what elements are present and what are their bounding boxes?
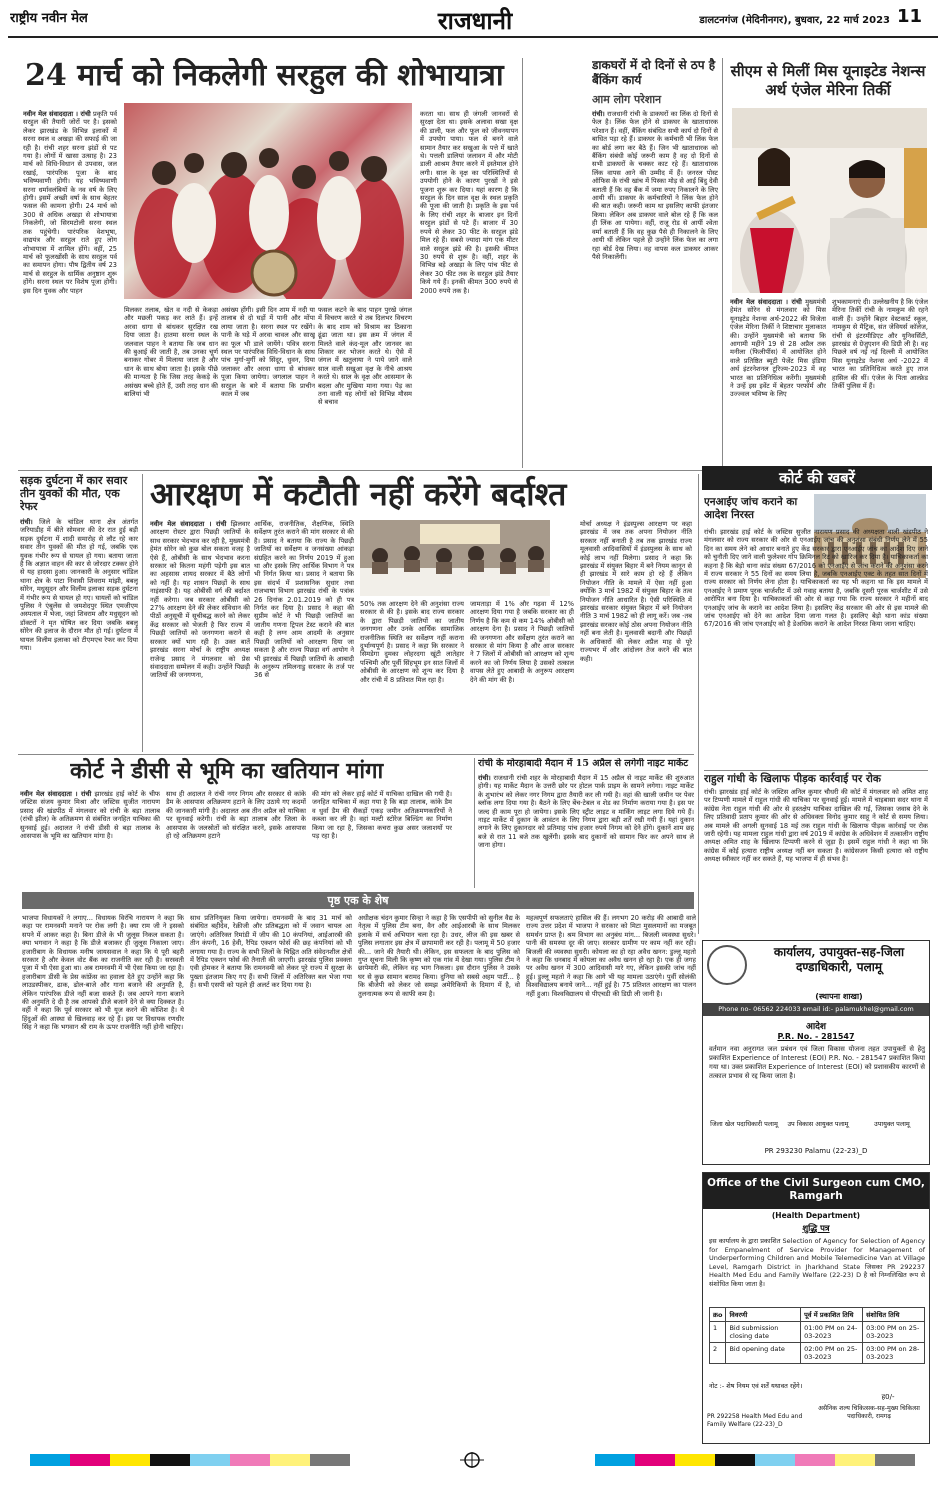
cm-meeting-photo	[732, 108, 927, 293]
table-row: 1 Bid submission closing date 01:00 PM on 24-03-2023 03:00 PM on 25-03-2023	[710, 1322, 925, 1343]
ad2-subtitle: (Health Department)	[771, 1211, 861, 1220]
story1-column-3: असंख्य होंगी। इसी दिन शाम में नदी या तालाब से दो घड़ों में पानी और मोंपा लाया जाता है। सरना स्थल पर रखेंगे। पानी के घड़े में अरवा चावल और साखू का फूल भी डाले जायेंगे। पवित्र सरना स्थल पर पारंपरिक विधि-विधान के साथ पांच मुर्गा-मुर्गी को सिंदूर, धुवन, दिया जलाकर और अरवा धागा से बांधकर पूजा किया जायेगा। जगलाल पाहन ने सरहुल के बारे में बताया कि प्राचीन काल में जब	[221, 306, 315, 399]
ad2-note: नोट :- शेष नियम एवं शर्तें यथावत रहेंगे।	[709, 1382, 803, 1390]
government-emblem-icon	[707, 945, 747, 985]
palamu-office-notice	[702, 940, 930, 1165]
ad1-ref: P.R. No. - 281547	[777, 1032, 855, 1041]
newspaper-name: राष्ट्रीय नवीन मेल	[10, 11, 88, 26]
story1-column-2: मिलकर तलाब, खेत व नदी से केकड़ा और मछली पकड़ कर लाते हैं। इन्हें अरवा धागा से बांधकर सुरक्षित रख दिया जाता है। हातमा सरना स्थल के जलवाल पाहन ने बताया कि जब धान की बुआई की जाती है, तब उनका चूर्ण बनाकर गोबर में मिलाया जाता है और धान के साथ बोया जाता है। इसके पीछे की मान्यता है कि जिस तरह केकड़े के असंख्य बच्चे होते हैं, उसी तरह धान की बालियां भी	[124, 306, 218, 399]
continued-column-4: महत्वपूर्ण सफलताएं हासिल की हैं। लगभग 20 करोड़ की आबादी वाले राज्य उत्तर प्रदेश में भाजपा ने सरकार को मिटा मुसलमानों का मजबूत समर्थन प्राप्त है। श्रम विभाग का अनुबंध मांग... बिजली व्यवस्था सुधरे। पानी की समस्या दूर की जाए। सरकार ग्रामीण पर काम नहीं कर रही। बिजली की व्यवस्था सुधरी। कोयला का हो रहा अवैध खनन: डुल्लू महतो ने कहा कि धनबाद में कोयला का अवैध खनन हो रहा है। एक ही जगह पर अवैध खनन में 300 आदिवासी मारे गए, लेकिन इसकी जांच नहीं हुई। डुल्लू महतो ने कहा कि आगे भी यह मामला उठाएंगे। पुर्वी सोलंकी विश्वविद्यालय बनाये जाने... नहीं हुई है। 75 प्रतिशत आरक्षण का पालन नहीं हुआ। विश्वविद्यालय से पीएचडी की डिग्री ली जानी है।	[526, 914, 696, 998]
continued-column-2: साथ प्रतिनियुक्त किया जायेगा। रामनवमी के बाद 31 मार्च को संबंधित बहीदेव, रेक्रीजी और प्रतिबद्धता को में जवान चायल आ जाएंगे। अतिरिक्त रिमांडी में जीप की 10 कंपनियां, आईआरबी की तीन कंपनी, 16 हेवी, रैपिड एक्शन फोर्स की छह कंपनियां को भी लगाया गया है। राज्य के सभी जिलों के चिह्नित अति संवेदनशील क्षेत्रों में रैपिड एक्शन फोर्स की तैनाती की जाएगी। झारखंड पुलिस प्रवक्ता एवी होमकर ने बताया कि रामनवमी को लेकर पूरे राज्य में सुरक्षा के पुख्ता इंतजाम किए गए हैं। सभी जिलों में अतिरिक्त बल भेजा गया है। सभी एसपी को पहले ही अलर्ट कर दिया गया है।	[190, 914, 352, 990]
story2-subhead: आम लोग परेशान	[592, 93, 662, 106]
continued-column-1: भाजपा विधायकों ने लगाए... विधायक विरंचि नारायण ने कहा कि कहा पर रामनवमी मनाने पर रोक लगी है। क्या राम जी ने इसको सपने में आकर कहा है। बिना डीजे के भी जुलूस निकल सकता है। क्या भगवान ने कहा है कि डीजे बजाकर ही जुलूस निकाला जाए। हजारीबाग के विधायक मनीष जायसवाल ने कहा कि ये पूरी बहरी सरकार है और केवल वोट बैंक का राजनीति कर रही है। सरस्वती पूजा में भी ऐसा हुआ था। अब रामनवमी में भी ऐसा किया जा रहा है। हजारीबाग डीसी के प्रेस कांफ्रेंस का हवाला देते हुए उन्होंने कहा कि लाउडस्पीकर, ढाक, ढोल-बाजे और गाना बजाने की अनुमति है, लेकिन पारंपरिक डीजे नहीं बजा सकते हैं। जब आपने गाना बजाने की अनुमति दे दी है तब आपको डीजे बजाने देने से क्या दिक्कत है। वहीं ने कहा कि पूर्व सरकार को भी यूज करने की कोशिश है। ये हिंदुओं की आस्था से खिलवाड़ कर रहे हैं। इस पर विधायक रणधीर सिंह ने कहा कि भगवान श्री राम के ऊपर राजनीति नहीं होनी चाहिए।	[22, 914, 184, 1032]
table-header: क्रo	[710, 1308, 726, 1322]
section-title: राजधानी	[437, 6, 513, 35]
ad1-sign-mid: उप विकास आयुक्त पलामू	[787, 1120, 849, 1128]
ad1-body: वर्तमान नवा अनुरागत जल प्रबंधन एवं जिला विकास योजना तहत उपायुक्तों से हेतु प्रकाशित Experience of Interest (EOI) P.R. No. - 281547 प्रकाशित किया गया था। उक्त प्रकाशित Experience of Interest (EOI) को प्रशासकीय कारणों से तत्काल प्रभाव से रद्द किया जाता है।	[709, 1045, 925, 1080]
ad2-signature: ह0/-	[881, 1393, 895, 1401]
story5-column-5: मोर्चा अध्यक्ष ने इंडस्पुल्स आरक्षण पर कहा झारखंड में जब तक अपना नियोजन नीति सरकार नहीं बनाती है तब तक झारखंड राज्य मूलवासी आदिवासियों में इंडस्पुलस के साथ को कोई लाभ नहीं मिलेगा। प्रसाद ने कहा कि झारखंड में संयुक्त बिहार में बने नियम कानून से ही झारखंड में सारे काम हो रहे हैं लेकिन नियोजन नीति के मामले में ऐसा नहीं हुआ क्योंकि 3 मार्च 1982 में संयुक्त बिहार के तत्व नियोजन नीति आधारित है। ऐसी परिस्थिति में झारखंड सरकार संयुक्त बिहार में बने नियोजन नीति 3 मार्च 1982 को ही लागू करें। जब -तब झारखंड सरकार कोई ठोस अपना नियोजन नीति नहीं बना लेती है। मुलवासी बदानी और पिछड़ों के अधिकारों की लेकर अप्रैल माह से पूरे राज्यभर में और आंदोलन तेज करने की बात कही।	[580, 520, 692, 663]
printer-registration-bar	[30, 1452, 915, 1468]
story6-headline: कोर्ट ने डीसी से भूमि का खतियान मांगा	[70, 758, 384, 784]
continued-column-3: अधीक्षक चंदन कुमार सिन्हा ने कहा है कि एसपीपी को सुनील वैद्य के नेतृत्व में पुलिस टीम बना, वैन और आईआरबी के साथ मिलकर इलाके में सर्च अभियान चला रहा है। उधर, लीज की इस खबर से पुलिस लगातार इस क्षेत्र में छापामारी कर रही है। पलामू में 50 हजार की... जाने की तैयारी थी। लेकिन, इस सफलता के बाद पुलिस को गुप्त सूचना मिली कि कृष्ण को एक गांव में देखा गया। पुलिस टीम ने छापेमारी की, लेकिन वह भाग निकला। इस दौरान पुलिस ने उसके घर से कुछ सामान बरामद किया। दुनिया को सबसे अहम पार्टी... है कि बीजेपी को लेकर जो समझ अमेरिकियों के दिमाग में है, वो तुलनात्मक रूप से काफी कम है।	[358, 914, 520, 998]
ad2-footer: PR 292258 Health Med Edu and Family Welfare (22-23)_D	[707, 1413, 803, 1428]
continued-banner: पृष्ठ एक के शेष	[22, 892, 694, 909]
sarhul-procession-photo	[124, 103, 412, 299]
ad1-footer: PR 293230 Palamu (22-23)_D	[764, 1147, 868, 1155]
story6-column-1: नवीन मेल संवाददाता । रांची झारखंड हाई कोर्ट के चीफ जस्टिस संजय कुमार मिश्रा और जस्टिस सुजीत नारायण प्रसाद की खंडपीठ में मंगलवार को रांची के बड़ा तालाब (रांची झील) के अतिक्रमण से संबंधित जनहित याचिका की सुनवाई हुई। अदालत ने रांची डीसी से बड़ा तालाब के आसपास के भूमि का खतियान मांगा है।	[20, 790, 160, 841]
page-number: 11	[897, 6, 923, 27]
ad2-date-table	[709, 1307, 925, 1364]
story6-column-2: साथ ही अदालत ने रांची नगर निगम और सरकार से कांके डैम के आसपास अतिक्रमण हटाने के लिए उठाये गए कदमों की जानकारी मांगी है। अदालत अब तीन अप्रैल को याचिका पर सुनवाई करेगी। रांची के बड़ा तालाब और जिला के आसपास के जलस्रोतों को संरक्षित करने, इसके आसपास हो रहे अतिक्रमण हटाने	[166, 790, 306, 841]
table-header: संशोधित तिथि	[863, 1308, 925, 1322]
ad2-designation: असैनिक शल्य चिकित्सक-सह-मुख्य चिकित्सा पदाधिकारी, रामगढ़	[818, 1405, 920, 1420]
table-header: विवरणी	[726, 1308, 801, 1322]
court-story-a-body: रांची। झारखंड हाई कोर्ट के जस्टिस सुजीत नारायण प्रसाद की अध्यक्षता वाली खंडपीठ ने मंगलवार को राज्य सरकार की ओर से एनआईए जांच की अनुशंसा संबंधी निर्णय लेने में 55 दिन का समय लेने को आधार बनाते हुए केंद्र सरकार द्वारा एनआईए जांच का आदेश दिए जाने को चुनौती दिए जाने वाली फुलेश्वर गोप क्रिमिनल रिट को खारिज कर दिया है। याचिकाकर्ता का कहना है कि बेड़ो थाना कांड संख्या 67/2016 को एनआईए से जांच कराने की अनुशंसा करने में राज्य सरकार ने 55 दिनों का समय लिया है, जबकि एनआईए एक्ट के तहत सात दिनों में राज्य सरकार को निर्णय लेना होता है। याचिकाकर्ता का यह भी कहना था कि इस मामले में एनआईए ने प्रमाण पूरक चार्जशीट में उसे गवाह बताया है, जबकि दूसरी पूरक चार्जशीट में उसे आरोपित बना दिया है। याचिकाकर्ता की ओर से कहा गया कि राज्य सरकार ने महीनों बाद एनआईए जांच के कराने का आदेश लिया है। इसलिए केंद्र सरकार की ओर से इस मामले की जांच एनआईए को देने का आदेश दिया जाना गलत है। इसलिए बेड़ो थाना कांड संख्या 67/2016 की जांच एनआईए को है डेअधिक कराने के आदेश निरस्त किया जाना चाहिए।	[704, 528, 928, 629]
story3-column-1: नवीन मेल संवाददाता । रांची मुख्यमंत्री हेमंत सोरेन से मंगलवार को मिस यूनाइटेड नेशन्स अर्थ-2022 की विजेता एंजेल मेरिना तिर्की ने शिष्टाचार मुलाकात की। उन्होंने मुख्यमंत्री को बताया कि आगामी महीने 19 से 28 अप्रैल तक मनीला (फिलीपींस) में आयोजित होने वाले प्रतिष्ठित ब्यूटी पेजेंट मिस इंडिया अर्थ इंटरनेशनल टूरिज्म-2023 में वह भारत का प्रतिनिधित्व करेंगी। मुख्यमंत्री ने उन्हें इस इवेंट में बेहतर परफॉर्म और उज्ज्वल भविष्य के लिए	[730, 298, 826, 399]
ad1-sign-right: उपायुक्त पलामू	[874, 1120, 910, 1128]
ad1-title: कार्यालय, उपायुक्त-सह-जिला दण्डाधिकारी, पलामू	[773, 945, 905, 974]
story1-column-1	[23, 110, 117, 470]
story5-column-4: जामताड़ा में 1% और गढ़वा में 12% आरक्षण दिया गया है जबकि सरकार का ही निर्णय है कि कम से कम 14% ओबीसी को आरक्षण देना है। प्रसाद ने पिछड़ी जातियों की जनगणना और सर्वेक्षण तुरंत कराने का सरकार से मांग किया है और आज सरकार ने 7 जिलों में ओबीसी को आरक्षण को शून्य करने का जो निर्णय लिया है उसको तत्काल वापस लेते हुए आबादी के अनुरूप आरक्षण देने की मांग की है।	[470, 600, 574, 684]
ad2-title: Office of the Civil Surgeon cum CMO, Ramgarh	[703, 1173, 929, 1209]
court-story-b-headline: राहुल गांधी के खिलाफ पीड़क कार्रवाई पर रोक	[704, 773, 881, 785]
court-story-b-body: रांची। झारखंड हाई कोर्ट के जस्टिस अनिल कुमार चौधरी की कोर्ट में मंगलवार को अमित शाह पर टिप्पणी मामले में राहुल गांधी की याचिका पर सुनवाई हुई। मामले में चाइबासा सदर थाना में कांग्रेस नेता राहुल गांधी की ओर से हस्तक्षेप याचिका दाखिल की गई, जिसका जवाब देने के लिए प्रतिवादी प्रताप कुमार की ओर से अधिवक्ता विनोद कुमार साहू ने कोर्ट से समय लिया। अब मामले की अगली सुनवाई 18 मई तक राहुल गांधी के खिलाफ पीड़क कार्रवाई पर रोक जारी रहेगी। यह मामला राहुल गांधी द्वारा वर्ष 2019 में कांग्रेस के अधिवेशन में तत्कालीन राष्ट्रीय अध्यक्ष अमित शाह के खिलाफ टिप्पणी करने से जुड़ा है। इसमें राहुल गांधी ने कहा था कि कांग्रेस में कोई हत्यारा राष्ट्रीय अध्यक्ष नहीं बन सकता है। कांग्रेसजन किसी हत्यारा को राष्ट्रीय अध्यक्ष स्वीकार नहीं कर सकते हैं, यह भाजपा में ही संभव है।	[704, 788, 928, 864]
press-conference-photo	[360, 520, 550, 596]
ad2-notice: शुद्धि पत्र	[802, 1224, 830, 1234]
story5-column-2: आर्थिक, राजनीतिक, शैक्षणिक, स्थिति सर्वेक्षण तुरंत कराने की मांग सरकार से की है। प्रसाद ने बताया कि राज्य के पिछड़ी जातियों का सर्वेक्षण व जनसंख्या आंकड़ा संग्रहित करने का निर्णय 2019 में हुआ था और इसके लिए आर्थिक विभाग ने पत्र भी निर्गत किया था। प्रसाद ने बताया कि इस संदर्भ में प्रशासनिक सुधार तथा राजभाषा विभाग झारखंड रांची के पत्रांक 26 दिनांक 2.01.2019 को ही पत्र निर्गत कर दिया है। प्रसाद ने कहा की सुप्रीम कोर्ट ने भी पिछड़ी जातियों का जातीय गणना ट्रिपल टेस्ट कराने की बात कही है लग्न आम आदमी के अनुसार पिछड़ी जातियों को आरक्षण दिया जा सकता है और राज्य पिछड़ा वर्ग आयोग ने भी झारखंड में पिछड़ी जातियों के आबादी के अनुरूप तमिलनाडु सरकार के तर्ज पर 36 से	[254, 520, 354, 680]
story4-body: रांची। जिले के चांडिल थाना क्षेत्र अंतर्गत जरियाडीह में बीते सोमवार की देर रात हुई बड़ी सड़क दुर्घटना में शादी समारोह से लौट रहे कार सवार तीन युवकों की मौत हो गई, जबकि एक युवक गंभीर रूप से घायल हो गया। बताया जाता है कि अज्ञात वाहन की कार से जोरदार टक्कर होने से यह हादसा हुआ। जानकारी के अनुसार चांडिल थाना क्षेत्र के पाटा निवासी शिवराम मांझी, बबलू सोरेन, मधुसूदन और विलीम इलाका सड़क दुर्घटना में गंभीर रूप से घायल हो गए। घायलों को चांडिल पुलिस ने एंबुलेंस से जमशेदपुर स्थित एमजीएम अस्पताल में भेजा, जहां शिवराम और मधुसूदन को डॉक्टरों ने मृत घोषित कर दिया जबकि बबलू सोरेन की इलाज के दौरान मौत हो गई। दुर्घटना में घायल विलीम इलाका को टीएमएच रेफर कर दिया गया।	[20, 518, 138, 653]
ad1-subtitle: (स्थापना शाखा)	[815, 992, 863, 1001]
story1-column-5: करता था। साथ ही जंगली जानवरों से सुरक्षा देता था। इसके अलावा सखा वृक्ष की डाली, फल और फूल को जीवनयापन में उपयोग पाया। फल से बनने वाले सामान तैयार कर सखुआ के पत्ते में खाते थे। पत्तली डालियां जलावन में और मोटी डाली आश्रम तैयार करने में इस्तेमाल होने लगी। साल के वृक्ष का परिस्थितियों से उपयोगी होने के कारण पुरखों ने इसे पूजना शुरू कर दिया। यहां कारण है कि सरहुल के दिन साल वृक्ष के स्थल प्रकृति की पूजा की जाती है। प्रकृति के इस पर्व के लिए रांची शहर के बाजार इन दिनों सरहुल झंडों से पटे हैं। बाजार में 30 रुपये से लेकर 30 फीट के सरहुल झंडे मिल रहे हैं। सबसे ज्यादा मांग एक मीटर वाले सरहुल झंडे की है। इसकी कीमत 30 रुपये से शुरू है। वहीं, शहर के विभिन्न बड़े अखड़ा के लिए पांच फीट से लेकर 30 फीट तक के सरहुल झंडे तैयार किये गये हैं। इनकी कीमत 300 रुपये से 2000 रुपये तक है।	[420, 110, 518, 295]
court-news-banner: कोर्ट की खबरें	[702, 466, 932, 490]
table-row: 2 Bid opening date 02:00 PM on 25-03-2023 03:00 PM on 28-03-2023	[710, 1343, 925, 1364]
story6-column-3: की मांग को लेकर हाई कोर्ट में याचिका दाखिल की गयी है। जनहित याचिका में कहा गया है कि बड़ा तालाब, कांके डैम व धुर्वा डैम की सैकड़ों एकड़ जमीन अतिक्रमणकारियों ने कब्जा कर ली है। वहां मल्टी स्टोरेज बिल्डिंग का निर्माण किया जा रहा है, जिसका कचरा कुछ असर जलाशयों पर पड़ रहा है।	[312, 790, 452, 841]
story7-headline: रांची के मोरहाबादी मैदान में 15 अप्रैल से लगेगी नाइट मार्केट	[478, 758, 689, 769]
ad1-contact: Phone no- 06562 224033 email id:- palamukhel@gmail.com	[703, 1003, 929, 1016]
story1-column-4: फसल कटने के बाद पाहन पुरखे जंगल में विचरण करते थे तब दिलभर विचरण के बाद शाम को विश्राम का ठिकाना ढूंढा जाता था। इस क्रम में जंगल में मिलते वाले कंद-मूल और जानवर का शिकार कर भोजन करते थे। ऐसे में जंगल में खतुलाया ने पाये जाने वाले साल वाली सखुआ वृक्ष के नीचे आश्रय करते थे। साल के वृक्ष और आसमान के बदला और मुखिया माना गया। पेड़ का तना वाली यह लोगों को विभिन्न मौसम से बचाव	[318, 306, 412, 407]
dateline: डालटनगंज (मेदिनीनगर), बुधवार, 22 मार्च 2023	[699, 15, 890, 26]
header-rule	[8, 36, 938, 38]
table-header: पूर्व में प्रकाशित तिथि	[801, 1308, 863, 1322]
ad1-sign-left: जिला खेल पदाधिकारी पलामू	[710, 1120, 778, 1128]
story2-headline: डाकघरों में दो दिनों से ठप है बैंकिंग कार्य	[592, 58, 716, 87]
story5-column-3: 50% तक आरक्षण देने की अनुशंसा राज्य सरकार से की है। इसके बाद राज्य सरकार के द्वारा पिछड़ी जातियों का जातीय जनगणना और उनके आर्थिक सामाजिक राजनीतिक स्थिति का सर्वेक्षण नहीं कराना दुर्भाग्यपूर्ण है। प्रसाद ने कहा कि सरकार ने सिमडेगा दुमका लोहरदगा खूंटी लातेहार पश्चिमी और पूर्वी सिंहभूम इन सात जिलों में ओबीसी के आरक्षण को शून्य कर दिया है और रांची में 8 प्रतिशत मिल रहा है।	[360, 600, 464, 684]
story3-column-2: शुभकामनाएं दी। उल्लेखनीय है कि एंजेल मेरिना तिर्की रांची के नामकुम की रहने वाली हैं। उन्होंने बिहार वेस्टकार्ट स्कूल, नामकुम से मैट्रिक, संत जेवियर्स कॉलेज, रांची से इंटरमीडिएट और यूनिवर्सिटी, झारखंड से ग्रेजुएशन की डिग्री ली है। वह पिछले वर्ष नई नई दिल्ली में आयोजित मिस यूनाइटेड नेशन्स अर्थ -2022 में भारत का प्रतिनिधित्व करते हुए ताज हासिल की थीं। एंजेल के पिता आल्फ्रेड तिर्की पुलिस में हैं।	[832, 298, 928, 391]
story1-headline: 24 मार्च को निकलेगी सरहुल की शोभायात्रा	[25, 58, 504, 93]
story5-column-1: नवीन मेल संवाददाता । रांची झिलवार आरक्षण रोस्टर द्वारा पिछड़ी जातियों के साथ सरकार भेदभाव कर रही है, मुख्यमंत्री हेमंत सोरेन को कुछ बोल सकता वजह है ऐसे हैं, ओबीसी के साथ भेदभाव करना सरकार को कितना महंगी पड़ेगी इस बात का अहसास शायद सरकार में बैठे लोगों को नहीं है। यह शासन पिछड़ों के साथ नाइंसाफी है। यह ओबीसी वर्ग की बर्दाश्त नहीं करेगा। जब सरकार ओबीसी को 27% आरक्षण देने की लेकर संविधान की पीठों अनुसूची में सूचीबद्ध करने को लेकर केंद्र सरकार को भेजती है फिर राज्य में पिछड़ी जातियों को जनगणना कराने से सरकार क्यों भाग रही है। उक्त बातें झारखंड सरना मोर्चा के राष्ट्रीय अध्यक्ष राजेन्द्र प्रसाद ने मंगलवार को प्रेस संवाददाता सम्मेलन में कही। उन्होंने पिछड़ी जातियों की जनगणना,	[150, 520, 250, 680]
story5-headline: आरक्षण में कटौती नहीं करेंगे बर्दाश्त	[150, 475, 567, 513]
story1-text-1: प्रकृति पर्व सरहुल की तैयारी जोरों पर है। इसको लेकर झारखंड के विभिन्न इलाकों में सरना स्थल व अखड़ा की सफाई की जा रही है। रांची शहर सरना झंडों से पट गया है। लोगों में खासा उत्साह है। 23 मार्च को विधि-विधान से उपवास, जल रखाई, पारंपरिक पूजा के बाद भविष्यवाणी होगी। यह भविष्यवाणी सरना धर्मावलंबियों के नव वर्ष के लिए होगी। इसमें अच्छी वर्षा के साथ बेहतर फसल की कामना होगी। 24 मार्च को 300 से अधिक अखड़ा से शोभायात्रा निकलेगी, जो सिरमटोली सरना स्थल तक पहुंचेगी। पारंपरिक वेशभूषा, वाद्ययंत्र और सरहुल राते हुए लोग शोभायात्रा में शामिल होंगे। वहीं, 25 मार्च को फूलखोंसी के साथ सरहुल पर्व का समापन होगा। पौष द्वितीय वर्ष 23 मार्च से सरहुल के धार्मिक अनुष्ठान शुरू होंगे। सरना स्थल पर विशेष पूजा होगी। इस दिन युवक और पाहन	[23, 110, 117, 295]
civil-surgeon-notice	[702, 1172, 930, 1444]
story7-body: रांची। राजधानी रांची शहर के मोरहाबादी मैदान में 15 अप्रैल से नाइट मार्केट की शुरुआत होगी। यह मार्केट मैदान के उत्तरी छोर पर होटल पार्क प्राइम के सामने लगेगा। नाइट मार्केट के शुभारंभ को लेकर नगर निगम द्वारा तैयारी कर ली गयी है। वहां की खाली जमीन पर पेवर ब्लॉक लगा दिया गया है। बैठने के लिए बेंच-टेबल व शेड का निर्माण कराया गया है। इस पर जल्द ही काम पूरा हो जायेगा। इसके लिए स्ट्रीट लाइट व मार्किंग लाइट लगा दिये गये हैं। नाइट मार्केट में दुकान के आवंटन के लिए निगम द्वारा बड़ी शर्तें रखी गयी हैं। यहां दुकान लगाने के लिए दुकानदार को प्रतिमाह पांच हजार रुपये निगम को देने होंगे। दुकानें शाम छह बजे से रात 11 बजे तक खुलेंगी। इसके बाद दुकानों को सामान फिर कर अपने साथ ले जाना होगा।	[478, 774, 694, 850]
story2-body: रांची। राजधानी रांची के डाकघरों का लिंक दो दिनों से फेल है। लिंक फेल होने से डाकघर के खाताधारक परेशान हैं। वहीं, बैंकिंग संबंधित सभी कार्य दो दिनों से बाधित पड़ा रहे हैं। डाकघर के कर्मचारी भी लिंक फेल का बोर्ड लगा कर बैठे हैं। जिन भी खाताधारक को बैंकिंग संबंधी कोई जरूरी काम है वह दो दिनों से सभी डाकघरों के चक्कर काट रहे हैं। खाताधारक लिंक वापस आने की उम्मीद में हैं। जनरल पोस्ट ऑफिस के रांची खांच में पिस्का मोड़ से आईं बिंदु देवी बताती हैं कि वह बैंक में जमा रुपए निकालने के लिए आयी थीं। डाकघर के कर्मचारियों ने लिंक फेल होने की बात कही। जरूरी काम था इसलिए काफी इंतजार किया। लेकिन अब डाकघर वाले बोल रहे हैं कि कल ही लिंक आ पायेगा। वहीं, राजू रोड से आयीं श्वेता वर्मा बताती हैं कि वह कुछ पैसे ही निकालने के लिए आयी थीं लेकिन पहले ही उन्होंने लिंक फेल का लगा रहा बोर्ड देख लिया। वह वापस कल डाकघर आकर पैसे निकालेंगी।	[592, 110, 718, 261]
ad2-body: इस कार्यालय के द्वारा प्रकाशित Selection of Agency for Selection of Agency for Empanelment of Service Provider for Management of Underperforming Children and Mobile Telemedicine Van at Village Level, Ramgarh District in Jharkhand State जिसका PR 292237 Health Med Edu and Family Welfare (22-23) D है को निम्नलिखित रूप से संशोधित किया जाता है।	[709, 1237, 925, 1288]
story1-byline: नवीन मेल संवाददाता । रांची	[23, 110, 91, 118]
court-story-a-headline: एनआईए जांच कराने का आदेश निरस्त	[704, 496, 798, 521]
story4-headline: सड़क दुर्घटना में कार सवार तीन युवकों की मौत, एक रेफर	[20, 474, 128, 513]
ad1-order: आदेश	[805, 1022, 827, 1032]
story3-headline: सीएम से मिलीं मिस यूनाइटेड नेशन्स अर्थ एंजेल मेरिना तिर्की	[730, 62, 926, 99]
